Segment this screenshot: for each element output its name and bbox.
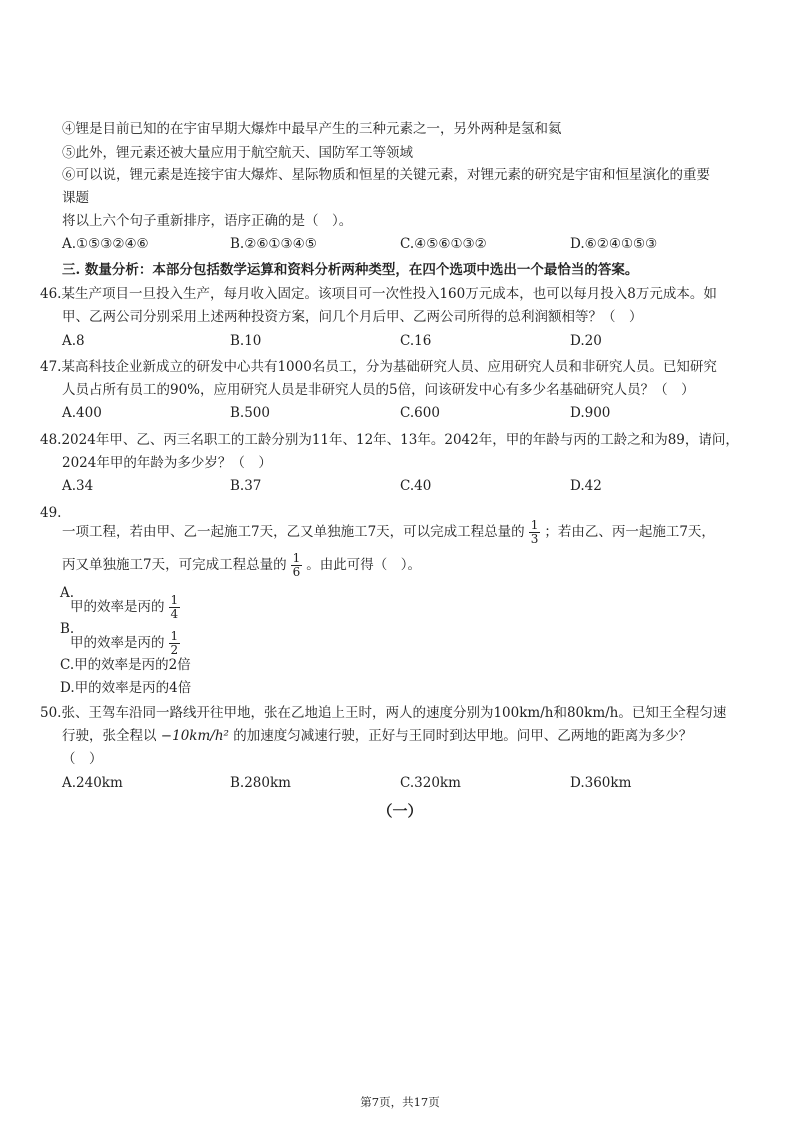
option-d: D.360km (570, 775, 632, 791)
q48-line1: 48.2024年甲、乙、丙三名职工的工龄分别为11年、12年、13年。2042年，甲的年龄与丙的工龄之和为89，请问， (40, 432, 739, 448)
sentence-6-line2: 课题 (62, 190, 89, 206)
fraction-one-third (529, 519, 541, 546)
option-d: D.42 (570, 478, 602, 494)
acceleration-formula: −10km/h² (160, 728, 229, 744)
q50-line2-text-a: 行驶，张全程以 (62, 728, 157, 744)
q49-option-b (70, 630, 184, 656)
option-d: D.900 (570, 405, 611, 421)
q50-options (0, 775, 800, 793)
option-b-text: 甲的效率是丙的 (70, 635, 165, 651)
q49-option-d: D.甲的效率是丙的4倍 (60, 680, 192, 696)
q46-line1: 46.某生产项目一旦投入生产，每月收入固定。该项目可一次性投入160万元成本，也可以每月投入8万元成本。如 (40, 286, 717, 302)
question-stem: 将以上六个句子重新排序，语序正确的是（ ）。 (62, 213, 353, 229)
option-c: C.320km (400, 775, 461, 791)
sentence-6-line1: ⑥可以说，锂元素是连接宇宙大爆炸、星际物质和恒星的关键元素，对锂元素的研究是宇宙和恒星演化的重要 (62, 167, 710, 183)
fraction-numerator: 1 (170, 628, 179, 643)
option-b: B.37 (230, 478, 262, 494)
option-b: B.10 (230, 333, 262, 349)
q47-line1: 47.某高科技企业新成立的研发中心共有1000名员工，分为基础研究人员、应用研究人员和非研究人员。已知研究 (40, 359, 717, 375)
fraction-numerator: 1 (170, 592, 179, 607)
q47-options (0, 405, 800, 423)
page-footer: 第7页，共17页 (360, 1095, 440, 1109)
q49-line1-text-a: 一项工程，若由甲、乙一起施工7天，乙又单独施工7天，可以完成工程总量的 (62, 524, 525, 540)
q47-line2: 人员占所有员工的90%，应用研究人员是非研究人员的5倍，问该研发中心有多少名基础研究人员？（ ） (62, 382, 695, 398)
fraction-numerator: 1 (292, 550, 301, 565)
option-a: A.240km (62, 775, 123, 791)
option-a: A.400 (62, 405, 102, 421)
fraction-one-quarter (169, 594, 181, 621)
part-marker: （一） (377, 802, 423, 820)
q50-line3: （ ） (62, 751, 103, 767)
option-a: A.8 (62, 333, 85, 349)
fraction-denominator: 3 (530, 531, 539, 546)
option-a-text: 甲的效率是丙的 (70, 599, 165, 615)
fraction-denominator: 4 (170, 606, 179, 621)
option-c: C.④⑤⑥①③② (400, 236, 487, 252)
q50-line2 (62, 727, 692, 745)
q49-line2 (62, 550, 421, 580)
option-c: C.16 (400, 333, 432, 349)
q49-option-a (70, 594, 184, 620)
q49-option-b-label: B. (60, 621, 75, 637)
q49-line1 (62, 517, 715, 547)
q49-number: 49. (40, 505, 62, 521)
sentence-4: ④锂是目前已知的在宇宙早期大爆炸中最早产生的三种元素之一，另外两种是氢和氦 (62, 121, 562, 137)
option-d: D.⑥②④①⑤③ (570, 236, 658, 252)
section-heading: 三. 数量分析：本部分包括数学运算和资料分析两种类型，在四个选项中选出一个最恰当的答案。 (62, 262, 639, 278)
q49-line2-text-a: 丙又单独施工7天，可完成工程总量的 (62, 557, 287, 573)
option-c: C.600 (400, 405, 440, 421)
q49-option-c: C.甲的效率是丙的2倍 (60, 657, 191, 673)
option-b: B.500 (230, 405, 270, 421)
q49-line1-text-b: ；若由乙、丙一起施工7天， (544, 524, 715, 540)
fraction-denominator: 6 (292, 564, 301, 579)
option-a: A.①⑤③②④⑥ (62, 236, 149, 252)
option-c: C.40 (400, 478, 432, 494)
q50-line1: 50.张、王驾车沿同一路线开往甲地，张在乙地追上王时，两人的速度分别为100km/h和80km/h。已知王全程匀速 (40, 705, 727, 721)
fraction-one-sixth (291, 552, 303, 579)
fraction-one-half (169, 630, 181, 657)
option-a: A.34 (62, 478, 94, 494)
q48-line2: 2024年甲的年龄为多少岁？（ ） (62, 455, 272, 471)
q46-options (0, 333, 800, 351)
fraction-denominator: 2 (170, 642, 179, 657)
q49-line2-text-b: 。由此可得（ ）。 (306, 557, 421, 573)
options-row (0, 236, 800, 254)
option-b: B.280km (230, 775, 291, 791)
fraction-numerator: 1 (530, 517, 539, 532)
q49-option-a-label: A. (60, 585, 75, 601)
q50-line2-text-b: 的加速度匀减速行驶，正好与王同时到达甲地。问甲、乙两地的距离为多少？ (233, 728, 693, 744)
sentence-5: ⑤此外，锂元素还被大量应用于航空航天、国防军工等领域 (62, 145, 413, 161)
q48-options (0, 478, 800, 496)
option-d: D.20 (570, 333, 602, 349)
option-b: B.②⑥①③④⑤ (230, 236, 317, 252)
q46-line2: 甲、乙两公司分别采用上述两种投资方案，问几个月后甲、乙两公司所得的总利润额相等？（ ） (62, 309, 643, 325)
